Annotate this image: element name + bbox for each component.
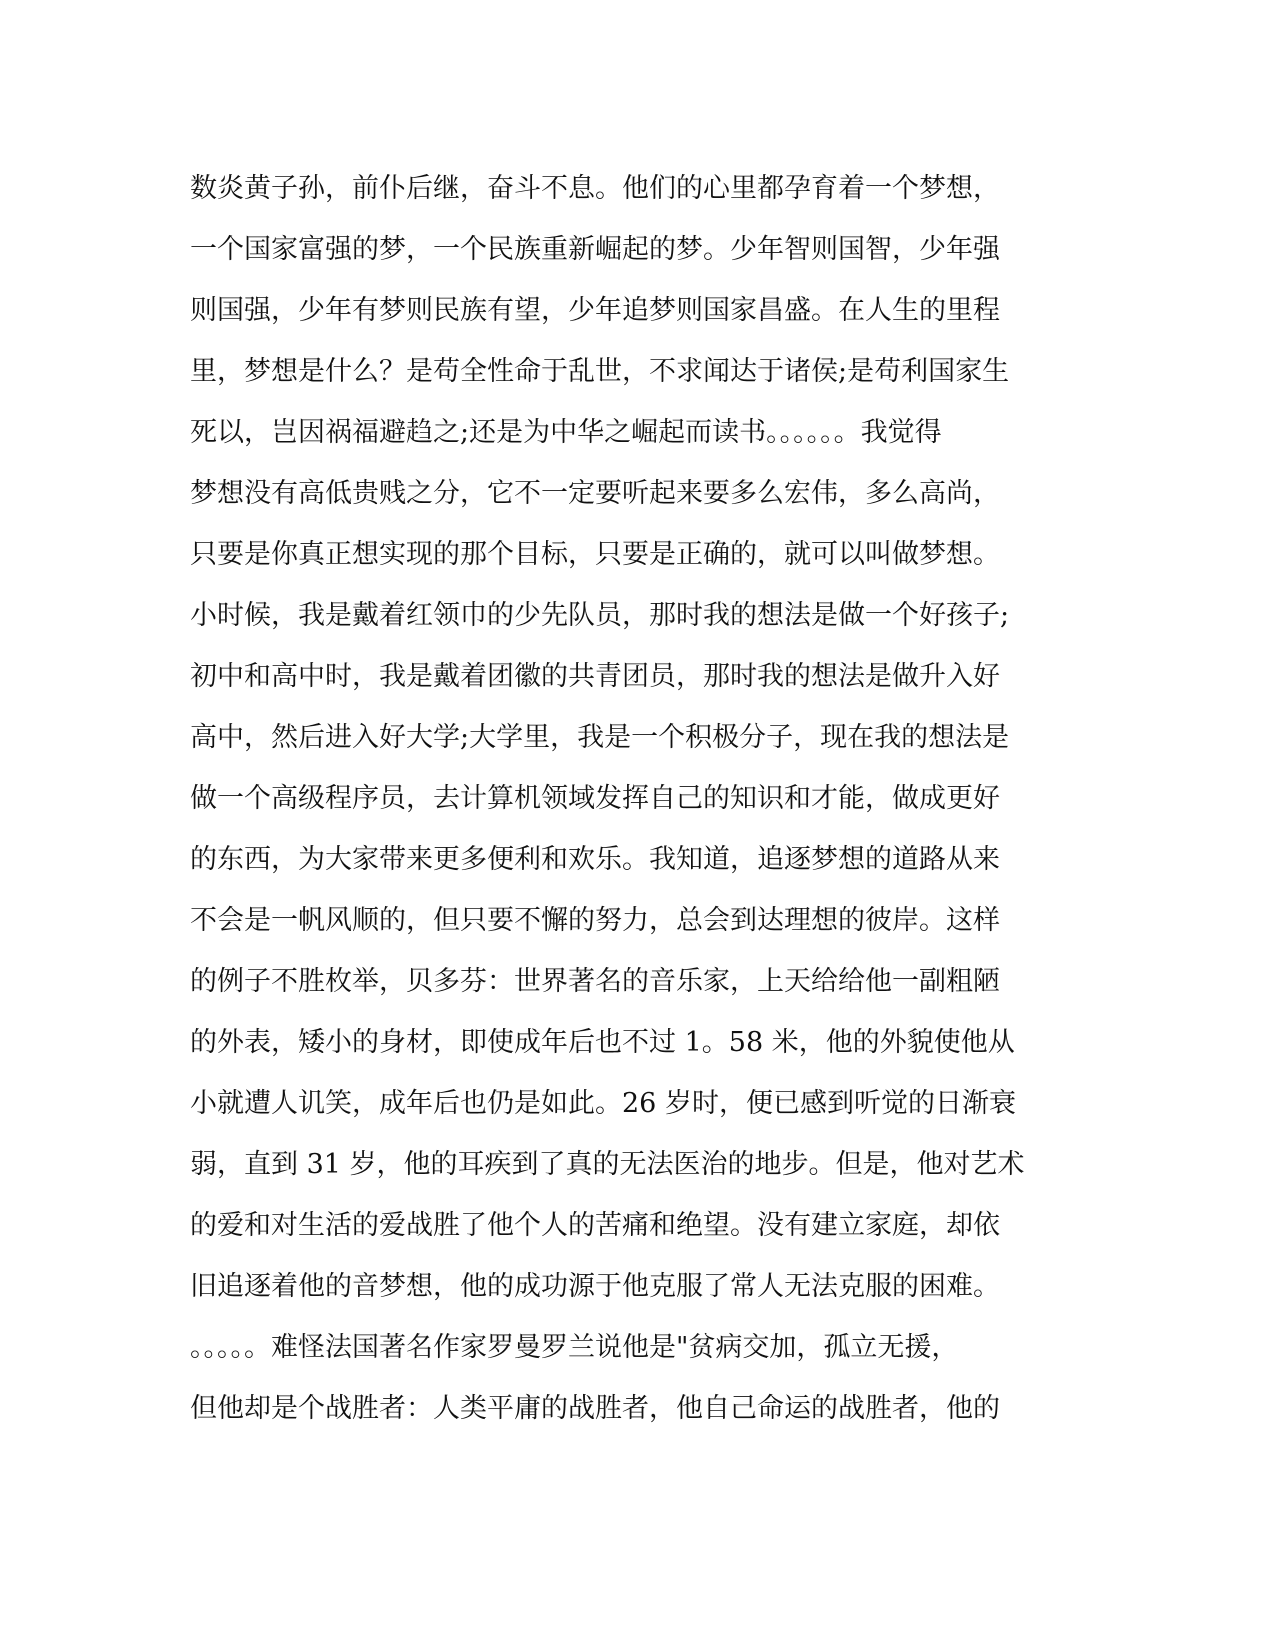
body-text: [190, 158, 1090, 1439]
text-line: 只要是你真正想实现的那个目标，只要是正确的，就可以叫做梦想。: [190, 539, 1000, 570]
text-line: 初中和高中时，我是戴着团徽的共青团员，那时我的想法是做升入好: [190, 661, 1000, 692]
text-line: 里，梦想是什么？是苟全性命于乱世，不求闻达于诸侯;是苟利国家生: [190, 356, 1010, 387]
text-line: 死以，岂因祸福避趋之;还是为中华之崛起而读书。。。。。。我觉得: [190, 417, 942, 448]
text-line: 的例子不胜枚举，贝多芬：世界著名的音乐家，上天给给他一副粗陋: [190, 966, 1000, 997]
text-line: 的外表，矮小的身材，即使成年后也不过 1。58 米，他的外貌使他从: [190, 1027, 1015, 1058]
text-line: 。。。。。难怪法国著名作家罗曼罗兰说他是"贫病交加，孤立无援，: [190, 1332, 959, 1363]
text-line: 弱，直到 31 岁，他的耳疾到了真的无法医治的地步。但是，他对艺术: [190, 1149, 1025, 1180]
text-line: 数炎黄子孙，前仆后继，奋斗不息。他们的心里都孕育着一个梦想，: [190, 173, 1000, 204]
text-line: 的爱和对生活的爱战胜了他个人的苦痛和绝望。没有建立家庭，却依: [190, 1210, 1000, 1241]
text-line: 梦想没有高低贵贱之分，它不一定要听起来要多么宏伟，多么高尚，: [190, 478, 1000, 509]
text-line: 但他却是个战胜者：人类平庸的战胜者，他自己命运的战胜者，他的: [190, 1393, 1000, 1424]
text-line: 小就遭人讥笑，成年后也仍是如此。26 岁时，便已感到听觉的日渐衰: [190, 1088, 1016, 1119]
text-line: 则国强，少年有梦则民族有望，少年追梦则国家昌盛。在人生的里程: [190, 295, 1000, 326]
text-line: 高中，然后进入好大学;大学里，我是一个积极分子，现在我的想法是: [190, 722, 1010, 753]
text-line: 一个国家富强的梦，一个民族重新崛起的梦。少年智则国智，少年强: [190, 234, 1000, 265]
text-line: 的东西，为大家带来更多便利和欢乐。我知道，追逐梦想的道路从来: [190, 844, 1000, 875]
text-line: 不会是一帆风顺的，但只要不懈的努力，总会到达理想的彼岸。这样: [190, 905, 1000, 936]
text-line: 小时候，我是戴着红领巾的少先队员，那时我的想法是做一个好孩子;: [190, 600, 1010, 631]
text-line: 旧追逐着他的音梦想，他的成功源于他克服了常人无法克服的困难。: [190, 1271, 1000, 1302]
text-line: 做一个高级程序员，去计算机领域发挥自己的知识和才能，做成更好: [190, 783, 1000, 814]
